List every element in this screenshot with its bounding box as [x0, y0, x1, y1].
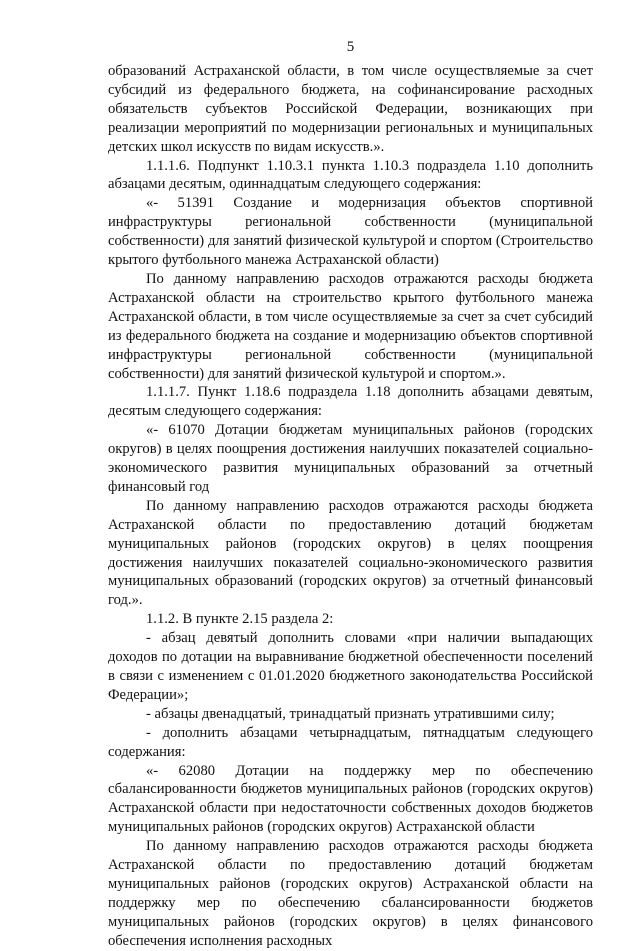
paragraph-11: - дополнить абзацами четырнадцатым, пятнадцатым следующего содержания: [108, 724, 593, 760]
paragraph-1: образований Астраханской области, в том числе осуществляемые за счет субсидий из федерального бюджета, на софинансирование расходных обязательств субъектов Российской Федерации, возникающих при реализации мероприятий по модернизации региональных и муниципальных детских школ искусств по видам искусств.». [108, 63, 593, 155]
paragraph-8: 1.1.2. В пункте 2.15 раздела 2: [146, 611, 334, 628]
paragraph-3: «- 51391 Создание и модернизация объектов спортивной инфраструктуры региональной собственности (муниципальной собственности) для занятий физической культурой и спортом (Строительство крытого футбольного манежа Астраханской области) [108, 195, 593, 269]
document-body [108, 62, 593, 951]
paragraph-13: По данному направлению расходов отражаются расходы бюджета Астраханской области по предоставлению дотаций бюджетам муниципальных районов (городских округов) Астраханской области на поддержку мер по обеспечению сбалансированности бюджетов муниципальных районов (городских округов) в целях финансового обеспечения исполнения расходных [108, 838, 593, 949]
paragraph-2: 1.1.1.6. Подпункт 1.10.3.1 пункта 1.10.3 подраздела 1.10 дополнить абзацами десятым, одиннадцатым следующего содержания: [108, 157, 593, 193]
paragraph-6: «- 61070 Дотации бюджетам муниципальных районов (городских округов) в целях поощрения достижения наилучших показателей социально-экономического развития муниципальных образований за отчетный финансовый год [108, 422, 593, 495]
paragraph-7: По данному направлению расходов отражаются расходы бюджета Астраханской области по предоставлению дотаций бюджетам муниципальных районов (городских округов) в целях поощрения достижения наилучших показателей социально-экономического развития муниципальных образований (городских округов) за отчетный финансовый год.». [108, 497, 593, 609]
paragraph-5: 1.1.1.7. Пункт 1.18.6 подраздела 1.18 дополнить абзацами девятым, десятым следующего содержания: [108, 384, 593, 420]
paragraph-9: - абзац девятый дополнить словами «при наличии выпадающих доходов по дотации на выравнивание бюджетной обеспеченности поселений в связи с изменением с 01.01.2020 бюджетного законодательства Российской Федерации»; [108, 630, 593, 703]
paragraph-10: - абзацы двенадцатый, тринадцатый признать утратившими силу; [146, 705, 555, 722]
page-number: 5 [346, 39, 355, 55]
paragraph-4: По данному направлению расходов отражаются расходы бюджета Астраханской области на строительство крытого футбольного манежа Астраханской области, в том числе осуществляемые за счет за счет субсидий из федерального бюджета на создание и модернизацию объектов спортивной инфраструктуры региональной собственности (муниципальной собственности) для занятий физической культурой и спортом.». [108, 270, 593, 382]
paragraph-12: «- 62080 Дотации на поддержку мер по обеспечению сбалансированности бюджетов муниципальных районов (городских округов) Астраханской области при недостаточности собственных доходов бюджетов муниципальных районов (городских округов) Астраханской области [108, 762, 593, 836]
